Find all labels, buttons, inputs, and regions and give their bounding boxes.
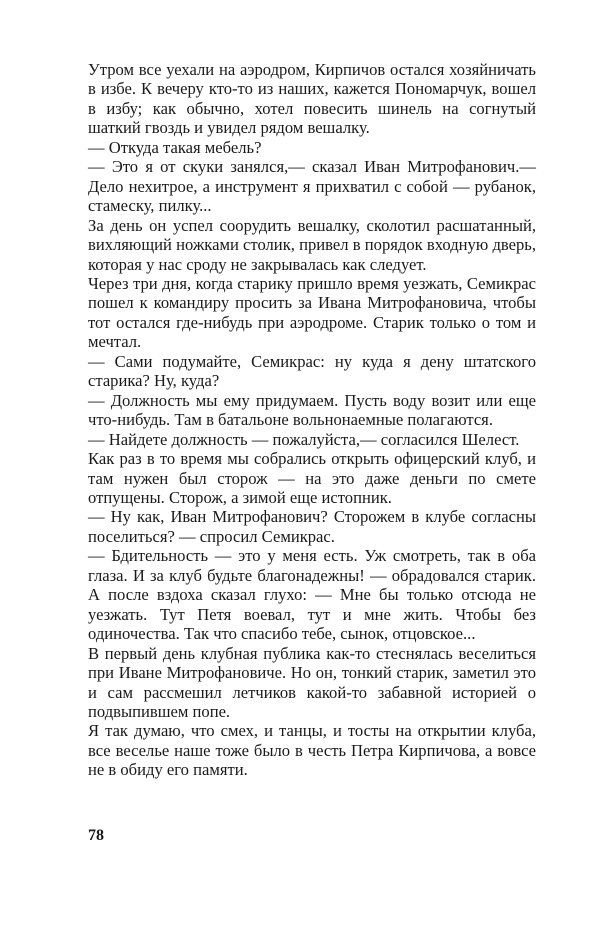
paragraph: Как раз в то время мы собрались открыть офицерский клуб, и там нужен был сторож — на это даже деньги по смете отпущены. Сторож, а зимой еще истопник. — [88, 449, 536, 507]
paragraph: — Найдете должность — пожалуйста,— согласился Шелест. — [88, 429, 520, 449]
paragraph: — Должность мы ему придумаем. Пусть воду возит или еще что-нибудь. Там в батальоне вольнонаемные полагаются. — [88, 390, 536, 430]
paragraph: Я так думаю, что смех, и танцы, и тосты на открытии клуба, все веселье наше тоже было в честь Петра Кирпичова, а вовсе не в обиду его памяти. — [88, 721, 536, 780]
paragraph: — Сами подумайте, Семикрас: ну куда я дену штатского старика? Ну, куда? — [88, 351, 536, 391]
page-number: 78 — [88, 827, 104, 844]
paragraph: — Это я от скуки занялся,— сказал Иван Митрофанович.— Дело нехитрое, а инструмент я прихватил с собой — рубанок, стамеску, пилку... — [88, 157, 536, 216]
paragraph: За день он успел соорудить вешалку, сколотил расшатанный, вихляющий ножками столик, привел в порядок входную дверь, которая у нас сроду не закрывалась как следует. — [88, 215, 536, 274]
paragraph: В первый день клубная публика как-то стеснялась веселиться при Иване Митрофановиче. Но он, тонкий старик, заметил это и сам рассмешил летчиков какой-то забавной историей о подвыпившем попе. — [88, 643, 536, 721]
paragraph: — Бдительность — это у меня есть. Уж смотреть, так в оба глаза. И за клуб будьте благонадежны! — обрадовался старик. А после вздоха сказал глухо: — Мне бы только отсюда не уезжать. Тут Петя воевал, тут и мне жить. Чтобы без одиночества. Так что спасибо тебе, сынок, отцовское... — [88, 546, 536, 644]
paragraph: Через три дня, когда старику пришло время уезжать, Семикрас пошел к командиру просить за Ивана Митрофановича, чтобы тот остался где-нибудь при аэродроме. Старик только о том и мечтал. — [88, 273, 536, 352]
paragraph: — Откуда такая мебель? — [88, 137, 262, 157]
paragraph: Утром все уехали на аэродром, Кирпичов остался хозяйничать в избе. К вечеру кто-то из наших, кажется Пономарчук, вошел в избу; как обычно, хотел повесить шинель на согнутый шаткий гвоздь и увидел рядом вешалку. — [88, 60, 536, 138]
paragraph: — Ну как, Иван Митрофанович? Сторожем в клубе согласны поселиться? — спросил Семикрас. — [88, 507, 536, 546]
body-text — [88, 60, 536, 780]
